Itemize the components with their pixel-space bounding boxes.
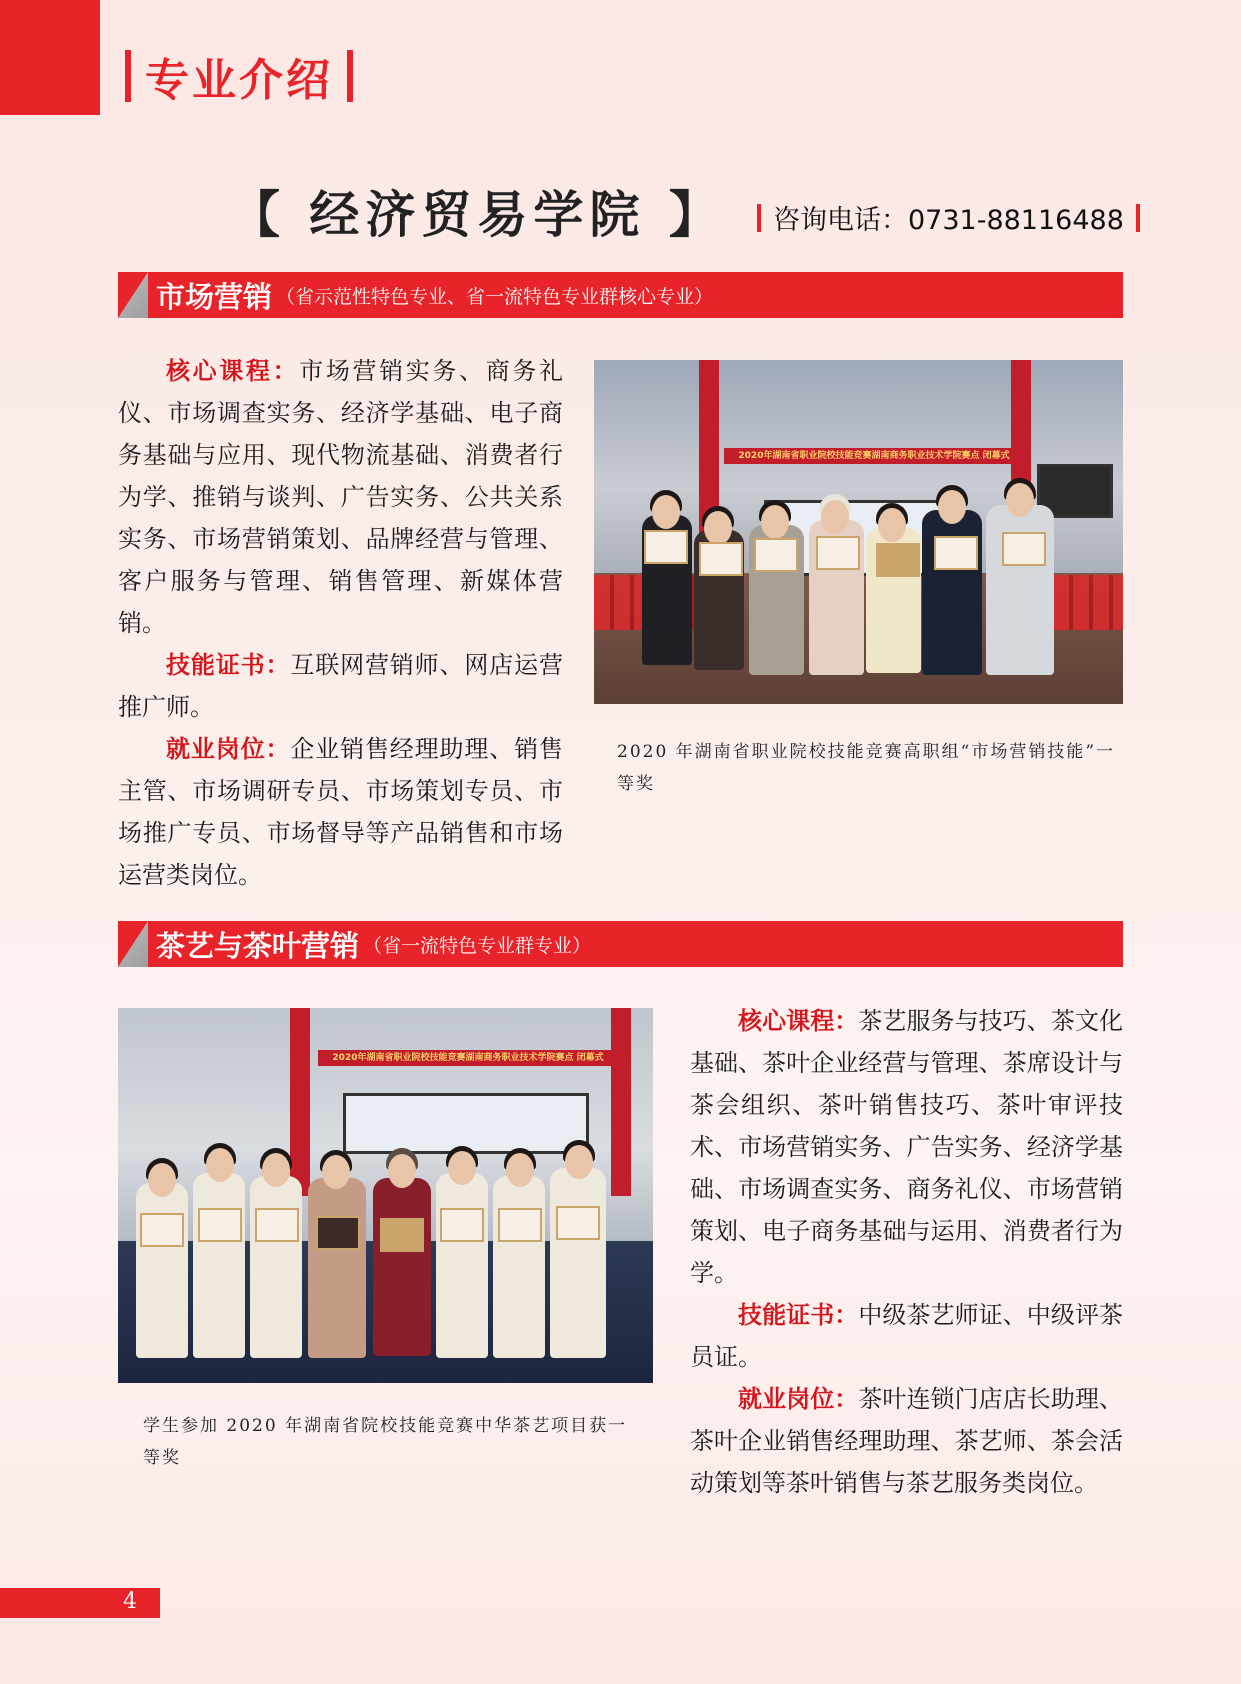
section-title: 茶艺与茶叶营销 [156, 928, 360, 963]
section-subtitle: （省一流特色专业群专业） [363, 934, 592, 957]
header-bar-right [347, 50, 353, 102]
section-bar-marketing [118, 272, 1123, 318]
award-photo-marketing [594, 360, 1123, 704]
core-courses-text: 市场营销实务、商务礼仪、市场调查实务、经济学基础、电子商务基础与应用、现代物流基础、消费者行为学、推销与谈判、广告实务、公共关系实务、市场营销策划、品牌经营与管理、客户服务与管理、销售管理、新媒体营销。 [118, 357, 564, 637]
jobs-text: 企业销售经理助理、销售主管、市场调研专员、市场策划专员、市场推广专员、市场督导等产品销售和市场运营类岗位。 [118, 735, 564, 889]
phone-text: 咨询电话：0731-88116488 [773, 205, 1124, 236]
section-bar-accent [118, 921, 148, 967]
jobs-label: 就业岗位： [166, 735, 291, 763]
certificates-label: 技能证书： [738, 1301, 859, 1329]
phone-bar-right [1136, 204, 1140, 232]
photo-caption-marketing: 2020 年湖南省职业院校技能竞赛高职组“市场营销技能”一等奖 [617, 742, 1116, 794]
jobs-label: 就业岗位： [738, 1385, 859, 1413]
section-title: 市场营销 [156, 279, 273, 314]
certificates-text: 中级茶艺师证、中级评茶员证。 [690, 1301, 1124, 1371]
corner-accent-block [0, 0, 100, 115]
page-number: 4 [123, 1589, 137, 1614]
photo-banner: 2020年湖南省职业院校技能竞赛湖南商务职业技术学院赛点 闭幕式 [724, 448, 1024, 464]
award-photo-tea [118, 1008, 653, 1383]
certificates-label: 技能证书： [166, 651, 291, 679]
phone-bar-left [757, 204, 761, 232]
section-bar-tea [118, 921, 1123, 967]
tea-description [690, 1000, 1123, 1504]
header-bar-left [125, 50, 131, 102]
consult-phone [757, 198, 1140, 237]
college-title: 【 经济贸易学院 】 [230, 185, 725, 244]
photo-caption-tea: 学生参加 2020 年湖南省院校技能竞赛中华茶艺项目获一等奖 [143, 1416, 628, 1468]
certificates-text: 互联网营销师、网店运营推广师。 [118, 651, 564, 721]
jobs-text: 茶叶连锁门店店长助理、茶叶企业销售经理助理、茶艺师、茶会活动策划等茶叶销售与茶艺服务类岗位。 [690, 1385, 1124, 1497]
marketing-description [118, 350, 563, 896]
photo-banner: 2020年湖南省职业院校技能竞赛湖南商务职业技术学院赛点 闭幕式 [318, 1050, 618, 1066]
page-section-header [125, 46, 353, 106]
section-header-title: 专业介绍 [145, 55, 333, 106]
core-courses-text: 茶艺服务与技巧、茶文化基础、茶叶企业经营与管理、茶席设计与茶会组织、茶叶销售技巧、茶叶审评技术、市场营销实务、广告实务、经济学基础、市场调查实务、商务礼仪、市场营销策划、电子商务基础与运用、消费者行为学。 [690, 1007, 1124, 1287]
section-bar-accent [118, 272, 148, 318]
core-courses-label: 核心课程： [166, 357, 300, 385]
core-courses-label: 核心课程： [738, 1007, 859, 1035]
section-subtitle: （省示范性特色专业、省一流特色专业群核心专业） [276, 285, 714, 308]
